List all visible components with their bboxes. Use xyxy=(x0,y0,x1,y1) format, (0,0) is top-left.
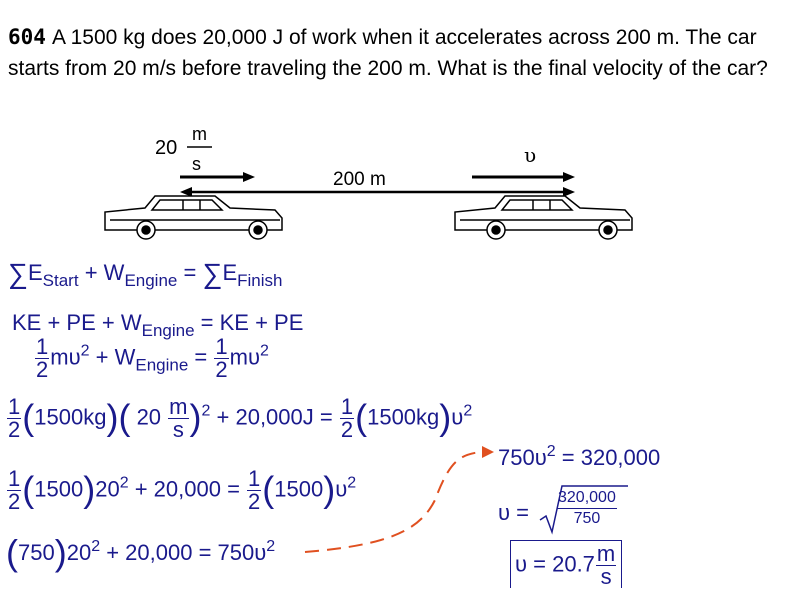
final-velocity-symbol: υ xyxy=(524,143,537,167)
initial-speed-unit-den: s xyxy=(192,154,201,174)
equation-numbers: $\frac{1}{2}$ $(1500)20^2 + 20,000$ = $\frac{1}{2}$ $(1500)\upsilon^2$ xyxy=(8,466,357,514)
side-equation-750v2: $750\upsilon^2 = 320,000$ xyxy=(498,443,661,470)
equation-ke-pe: KE + PE + $W_{Engine}$ = KE + PE xyxy=(12,310,304,340)
initial-speed-unit-num: m xyxy=(192,124,207,144)
final-velocity-arrowhead xyxy=(563,172,575,182)
car-finish-icon xyxy=(455,196,632,239)
curved-arrowhead xyxy=(482,446,494,458)
side-equation-v-eq: υ = xyxy=(498,500,529,525)
side-sqrt-fraction: $\frac{320,000}{750}$ xyxy=(558,489,616,527)
problem-number: 604 xyxy=(8,25,46,49)
car-start-icon xyxy=(105,196,282,239)
equation-simplified: $(750)20^2 + 20,000 = 750\upsilon^2$ xyxy=(6,532,276,573)
problem-text: A 1500 kg does 20,000 J of work when it accelerates across 200 m. The car starts from 20 m/s before traveling the 200 m. What is the final velocity of the car? xyxy=(8,26,768,80)
equation-half-mv2: $\frac{1}{2}$ $m\upsilon^2 + W_{Engine}$ = $\frac{1}{2}$ $m\upsilon^2$ xyxy=(36,334,269,382)
answer-box: υ = 20.7 $\frac{m}{s}$ xyxy=(510,540,622,588)
equation-energy-sum: $\sum E_{Start} + W_{Engine} = \sum E_{Finish}$ xyxy=(8,258,283,290)
equation-substituted: $\frac{1}{2}$ (1500kg)( 20 $\frac{m}{s}$ )$^2$ + 20,000J = $\frac{1}{2}$ $(1500kg)\upsilon^2$ xyxy=(8,394,473,442)
initial-speed-value: 20 xyxy=(155,137,178,159)
distance-label: 200 m xyxy=(333,169,386,190)
initial-velocity-arrowhead xyxy=(243,172,255,182)
